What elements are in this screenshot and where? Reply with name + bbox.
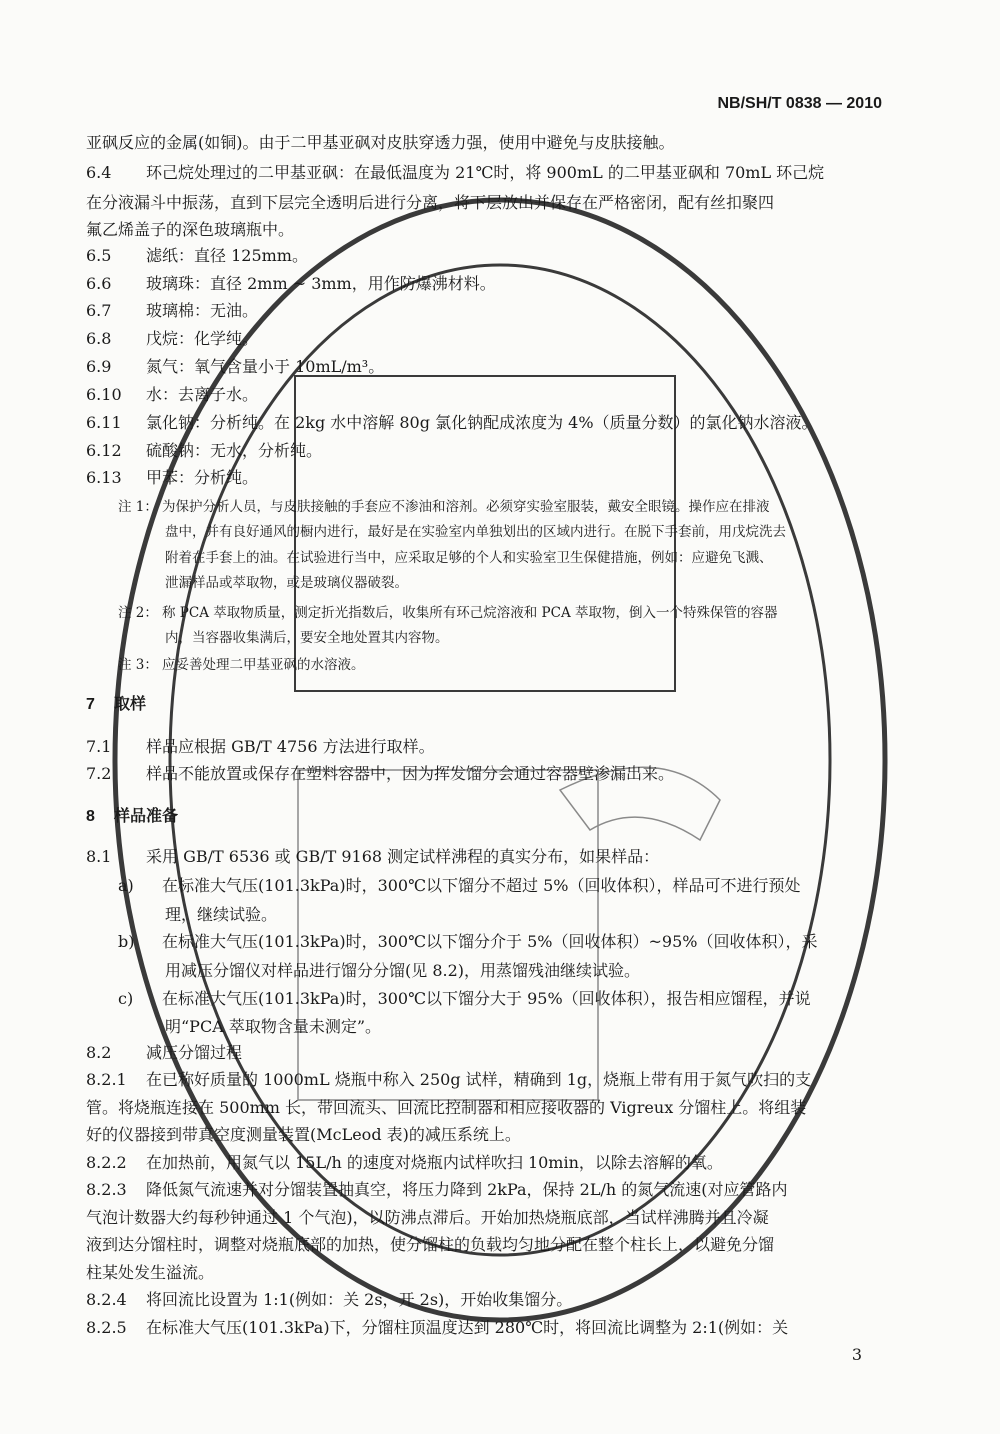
text-line — [0, 274, 1000, 294]
line-text: 用减压分馏仪对样品进行馏分分馏(见 8.2)，用蒸馏残油继续试验。 — [165, 961, 641, 980]
note-line — [0, 603, 1000, 623]
line-number: 6.8 — [86, 329, 112, 348]
line-text: 氮气：氧气含量小于 10mL/m³。 — [146, 357, 385, 376]
line-text: 在标准大气压(101.3kPa)下，分馏柱顶温度达到 280℃时，将回流比调整为 2:1(例如：关 — [146, 1318, 789, 1337]
line-number: 注 2： — [118, 605, 158, 621]
text-line — [0, 246, 1000, 266]
line-text: 样品应根据 GB/T 4756 方法进行取样。 — [146, 737, 435, 756]
line-text: 内，当容器收集满后，要安全地处置其内容物。 — [165, 630, 449, 646]
text-line — [0, 301, 1000, 321]
line-text: 管。将烧瓶连接在 500mm 长，带回流头、回流比控制器和相应接收器的 Vigreux 分馏柱上。将组装 — [86, 1098, 807, 1117]
line-text: 在已称好质量的 1000mL 烧瓶中称入 250g 试样，精确到 1g，烧瓶上带有用于氮气吹扫的支 — [146, 1070, 812, 1089]
text-line — [0, 737, 1000, 757]
standard-number: NB/SH/T 0838 — 2010 — [717, 95, 882, 112]
line-number: 8.2.1 — [86, 1070, 127, 1089]
line-number: 6.5 — [86, 246, 112, 265]
line-number: 8.2.5 — [86, 1318, 127, 1337]
line-number: 6.6 — [86, 274, 112, 293]
line-text: 在加热前，用氮气以 15L/h 的速度对烧瓶内试样吹扫 10min，以除去溶解的氧。 — [146, 1153, 723, 1172]
text-line — [0, 133, 1000, 153]
line-number: 6.7 — [86, 301, 112, 320]
list-line — [0, 989, 1000, 1009]
text-line — [0, 1125, 1000, 1145]
line-text: 亚砜反应的金属(如铜)。由于二甲基亚砜对皮肤穿透力强，使用中避免与皮肤接触。 — [86, 133, 675, 152]
text-line — [0, 468, 1000, 488]
line-text: 降低氮气流速并对分馏装置抽真空，将压力降到 2kPa，保持 2L/h 的氮气流速(对应管路内 — [146, 1180, 788, 1199]
line-number: 8.1 — [86, 847, 112, 866]
line-number: c) — [118, 989, 134, 1008]
line-text: 水：去离子水。 — [146, 385, 259, 404]
page-number: 3 — [851, 1345, 862, 1364]
line-number: 注 1： — [118, 499, 158, 515]
text-line — [0, 1208, 1000, 1228]
text-line — [0, 357, 1000, 377]
text-line — [0, 1180, 1000, 1200]
list-line — [0, 961, 1000, 981]
text-line — [0, 764, 1000, 784]
line-number: 6.11 — [86, 413, 122, 432]
line-text: 在分液漏斗中振荡，直到下层完全透明后进行分离，将下层放出并保存在严格密闭，配有丝扣聚四 — [86, 193, 775, 212]
line-text: 环己烷处理过的二甲基亚砜：在最低温度为 21℃时，将 900mL 的二甲基亚砜和 70mL 环己烷 — [146, 163, 825, 182]
line-text: 甲苯：分析纯。 — [146, 468, 259, 487]
line-number: 8 — [86, 808, 95, 825]
note-line — [0, 522, 1000, 542]
note-line — [0, 655, 1000, 675]
line-text: 明“PCA 萃取物含量未测定”。 — [165, 1017, 382, 1036]
line-text: 在标准大气压(101.3kPa)时，300℃以下馏分介于 5%（回收体积）~95%（回收体积），采 — [162, 932, 818, 951]
line-text: 气泡计数器大约每秒钟通过 1 个气泡)，以防沸点滞后。开始加热烧瓶底部，当试样沸腾并且冷凝 — [86, 1208, 769, 1227]
line-number: 注 3： — [118, 657, 158, 673]
text-line — [0, 1235, 1000, 1255]
line-text: 样品准备 — [114, 808, 179, 825]
line-text: 硫酸钠：无水，分析纯。 — [146, 441, 323, 460]
line-number: 8.2.2 — [86, 1153, 127, 1172]
line-number: 6.13 — [86, 468, 122, 487]
line-text: 在标准大气压(101.3kPa)时，300℃以下馏分不超过 5%（回收体积），样品可不进行预处 — [162, 876, 801, 895]
line-text: 玻璃棉：无油。 — [146, 301, 259, 320]
line-number: 8.2 — [86, 1043, 112, 1062]
list-line — [0, 876, 1000, 896]
text-line — [0, 1290, 1000, 1310]
line-text: 样品不能放置或保存在塑料容器中，因为挥发馏分会通过容器壁渗漏出来。 — [146, 764, 675, 783]
line-number: 6.9 — [86, 357, 112, 376]
line-text: 玻璃珠：直径 2mm ~ 3mm，用作防爆沸材料。 — [146, 274, 496, 293]
note-line — [0, 497, 1000, 517]
line-text: 减压分馏过程 — [146, 1043, 243, 1062]
line-text: 附着在手套上的油。在试验进行当中，应采取足够的个人和实验室卫生保健措施，例如：应避免飞溅、 — [165, 550, 773, 566]
line-text: 氯化钠：分析纯。在 2kg 水中溶解 80g 氯化钠配成浓度为 4%（质量分数）的氯化钠水溶液。 — [146, 413, 818, 432]
line-text: 液到达分馏柱时，调整对烧瓶底部的加热，使分馏柱的负载均匀地分配在整个柱长上，以避免分馏 — [86, 1235, 775, 1254]
line-text: 将回流比设置为 1:1(例如：关 2s，开 2s)，开始收集馏分。 — [146, 1290, 573, 1309]
note-line — [0, 628, 1000, 648]
section-heading — [0, 806, 1000, 827]
line-text: 取样 — [114, 696, 147, 713]
text-line — [0, 1318, 1000, 1338]
text-line — [0, 1070, 1000, 1090]
line-text: 泄漏样品或萃取物，或是玻璃仪器破裂。 — [165, 575, 408, 591]
line-text: 柱某处发生溢流。 — [86, 1263, 215, 1282]
text-line — [0, 193, 1000, 213]
line-text: 戊烷：化学纯。 — [146, 329, 259, 348]
line-text: 在标准大气压(101.3kPa)时，300℃以下馏分大于 95%（回收体积），报告相应馏程，并说 — [162, 989, 811, 1008]
line-number: 8.2.3 — [86, 1180, 127, 1199]
line-text: 氟乙烯盖子的深色玻璃瓶中。 — [86, 220, 295, 239]
line-text: 为保护分析人员，与皮肤接触的手套应不渗油和溶剂。必须穿实验室服装，戴安全眼镜。操作应在排液 — [162, 499, 770, 515]
line-number: 7 — [86, 696, 95, 713]
line-text: 采用 GB/T 6536 或 GB/T 9168 测定试样沸程的真实分布，如果样品： — [146, 847, 660, 866]
section-heading — [0, 694, 1000, 715]
line-number: 6.12 — [86, 441, 122, 460]
text-line — [0, 847, 1000, 867]
line-number: a) — [118, 876, 134, 895]
list-line — [0, 932, 1000, 952]
text-line — [0, 441, 1000, 461]
line-number: 6.10 — [86, 385, 122, 404]
line-text: 好的仪器接到带真空度测量装置(McLeod 表)的减压系统上。 — [86, 1125, 521, 1144]
line-text: 理，继续试验。 — [165, 905, 278, 924]
list-line — [0, 1017, 1000, 1037]
text-line — [0, 1043, 1000, 1063]
text-line — [0, 1263, 1000, 1283]
line-text: 滤纸：直径 125mm。 — [146, 246, 308, 265]
line-text: 应妥善处理二甲基亚砜的水溶液。 — [162, 657, 365, 673]
text-line — [0, 1098, 1000, 1118]
text-line — [0, 329, 1000, 349]
text-line — [0, 1153, 1000, 1173]
line-number: 7.2 — [86, 764, 112, 783]
text-line — [0, 220, 1000, 240]
line-text: 称 PCA 萃取物质量，测定折光指数后，收集所有环己烷溶液和 PCA 萃取物，倒入一个特殊保管的容器 — [162, 605, 778, 621]
text-line — [0, 413, 1000, 433]
note-line — [0, 548, 1000, 568]
text-line — [0, 163, 1000, 183]
line-number: 6.4 — [86, 163, 112, 182]
note-line — [0, 573, 1000, 593]
line-number: 8.2.4 — [86, 1290, 127, 1309]
list-line — [0, 905, 1000, 925]
line-number: b) — [118, 932, 135, 951]
line-text: 盘中，并有良好通风的橱内进行，最好是在实验室内单独划出的区域内进行。在脱下手套前，用戊烷洗去 — [165, 524, 786, 540]
text-line — [0, 385, 1000, 405]
line-number: 7.1 — [86, 737, 112, 756]
